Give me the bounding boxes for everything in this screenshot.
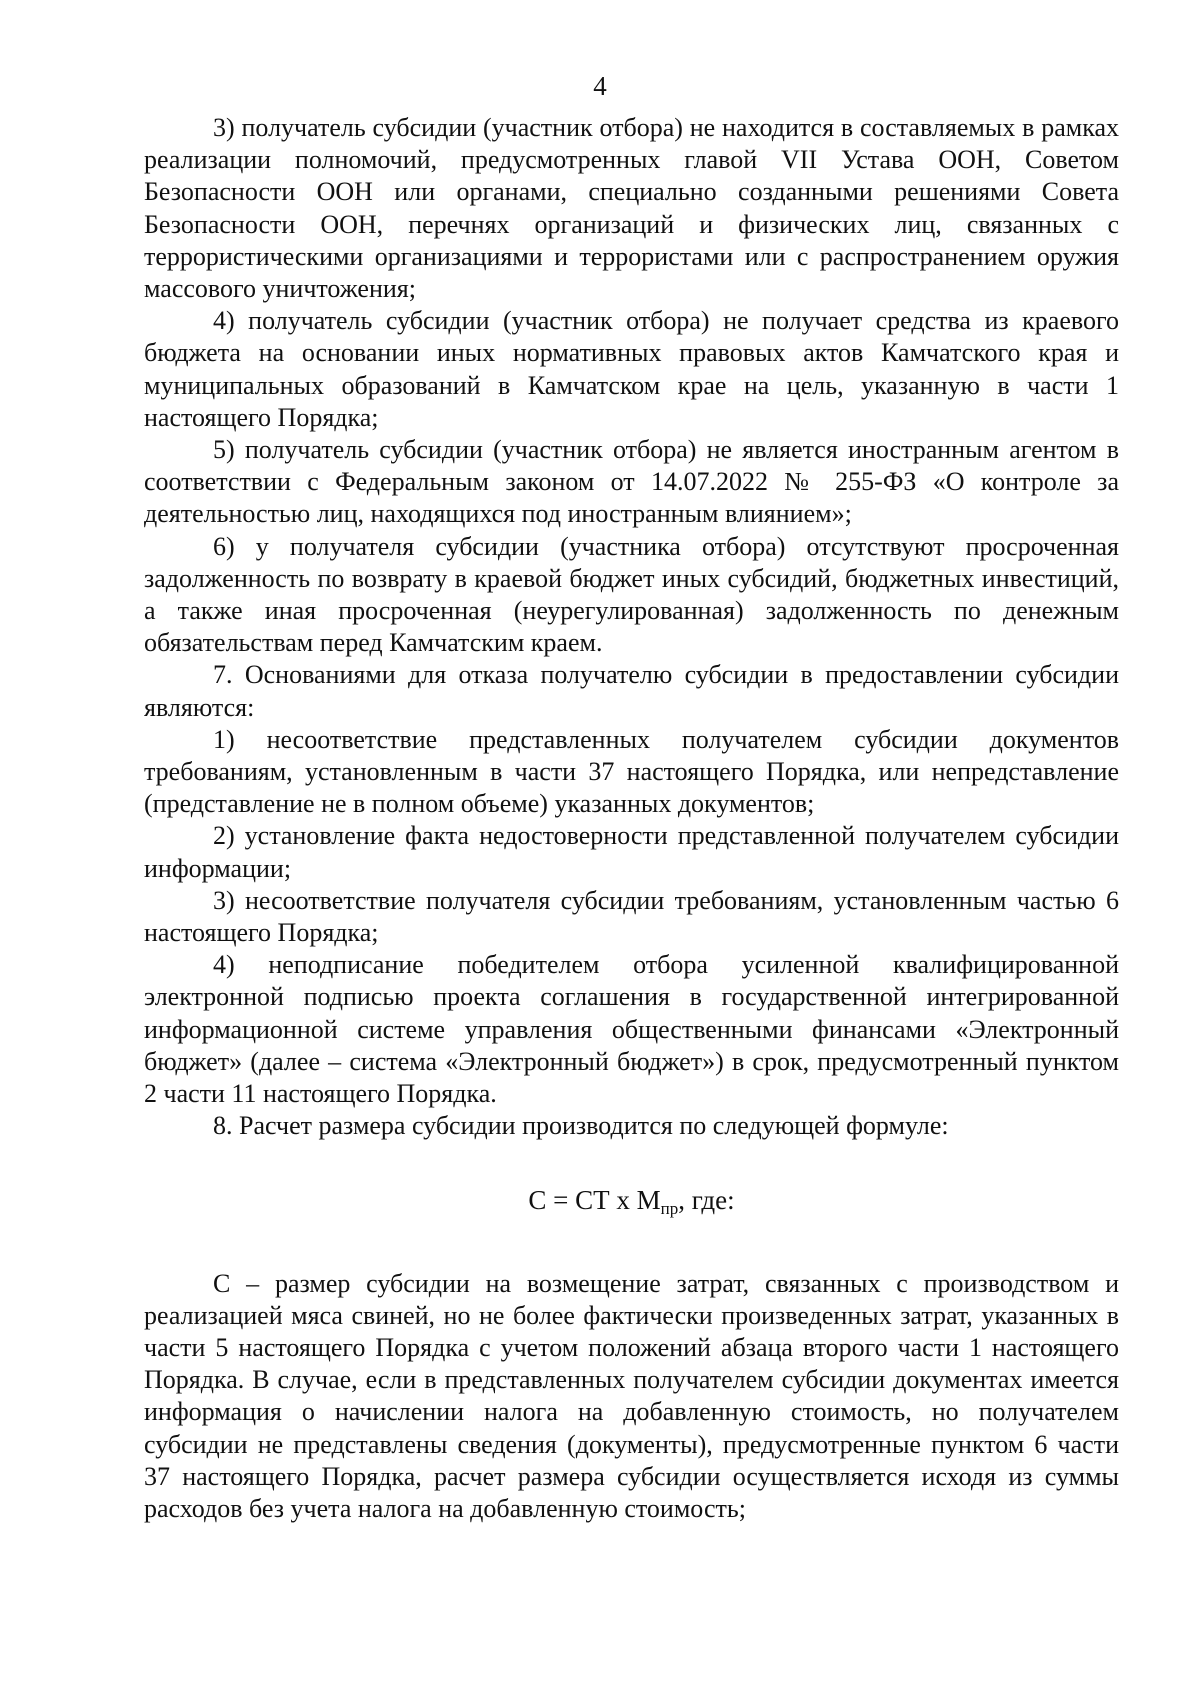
paragraph-part-7: 7. Основаниями для отказа получателю субсидии в предоставлении субсидии являются: [144,660,1119,722]
paragraph-item-6: 6) у получателя субсидии (участника отбора) отсутствуют просроченная задолженность по возврату в краевой бюджет иных субсидий, бюджетных инвестиций, а также иная просроченная (неурегулированная) задолженность по денежным обязательствам перед Камчатским краем. [144,531,1119,658]
document-body [144,112,1119,1525]
paragraph-item-5: 5) получатель субсидии (участник отбора) не является иностранным агентом в соответствии с Федеральным законом от 14.07.2022 № 255-ФЗ «О контроле за деятельностью лиц, находящихся под иностранным влиянием»; [144,435,1119,529]
formula-subscript: пр [660,1198,679,1218]
paragraph-item-4: 4) получатель субсидии (участник отбора) не получает средства из краевого бюджета на основании иных нормативных правовых актов Камчатского края и муниципальных образований в Камчатском крае на цель, указанную в части 1 настоящего Порядка; [144,306,1119,432]
page-number: 4 [593,71,607,101]
paragraph-item-3: 3) получатель субсидии (участник отбора) не находится в составляемых в рамках реализации полномочий, предусмотренных главой VII Устава ООН, Советом Безопасности ООН или органами, специально созданными решениями Совета Безопасности ООН, перечнях организаций и физических лиц, связанных с террористическими организациями и террористами или с распространением оружия массового уничтожения; [144,113,1119,304]
paragraph-part-8: 8. Расчет размера субсидии производится по следующей формуле: [213,1111,949,1141]
formula-suffix: , где: [678,1184,735,1215]
paragraph-part-7-item-1: 1) несоответствие представленных получателем субсидии документов требованиям, установленным в части 37 настоящего Порядка, или непредставление (представление не в полном объеме) указанных документов; [144,724,1119,819]
paragraph-part-7-item-4: 4) неподписание победителем отбора усиленной квалифицированной электронной подписью проекта соглашения в государственной интегрированной информационной системе управления общественными финансами «Электронный бюджет» (далее – система «Электронный бюджет») в срок, предусмотренный пунктом 2 части 11 настоящего Порядка. [144,950,1119,1109]
paragraph-formula-definition-c: С – размер субсидии на возмещение затрат, связанных с производством и реализацией мяса свиней, но не более фактически произведенных затрат, указанных в части 5 настоящего Порядка с учетом положений абзаца второго части 1 настоящего Порядка. В случае, если в представленных получателем субсидии документах имеется информация о начислении налога на добавленную стоимость, но получателем субсидии не представлены сведения (документы), предусмотренные пунктом 6 части 37 настоящего Порядка, расчет размера субсидии осуществляется исходя из суммы расходов без учета налога на добавленную стоимость; [144,1268,1119,1523]
subsidy-formula [144,1183,1119,1226]
paragraph-part-7-item-3: 3) несоответствие получателя субсидии требованиям, установленным частью 6 настоящего Порядка; [144,885,1119,948]
formula-main: С = СТ х М [528,1184,661,1215]
paragraph-part-7-item-2: 2) установление факта недостоверности представленной получателем субсидии информации; [144,821,1119,883]
